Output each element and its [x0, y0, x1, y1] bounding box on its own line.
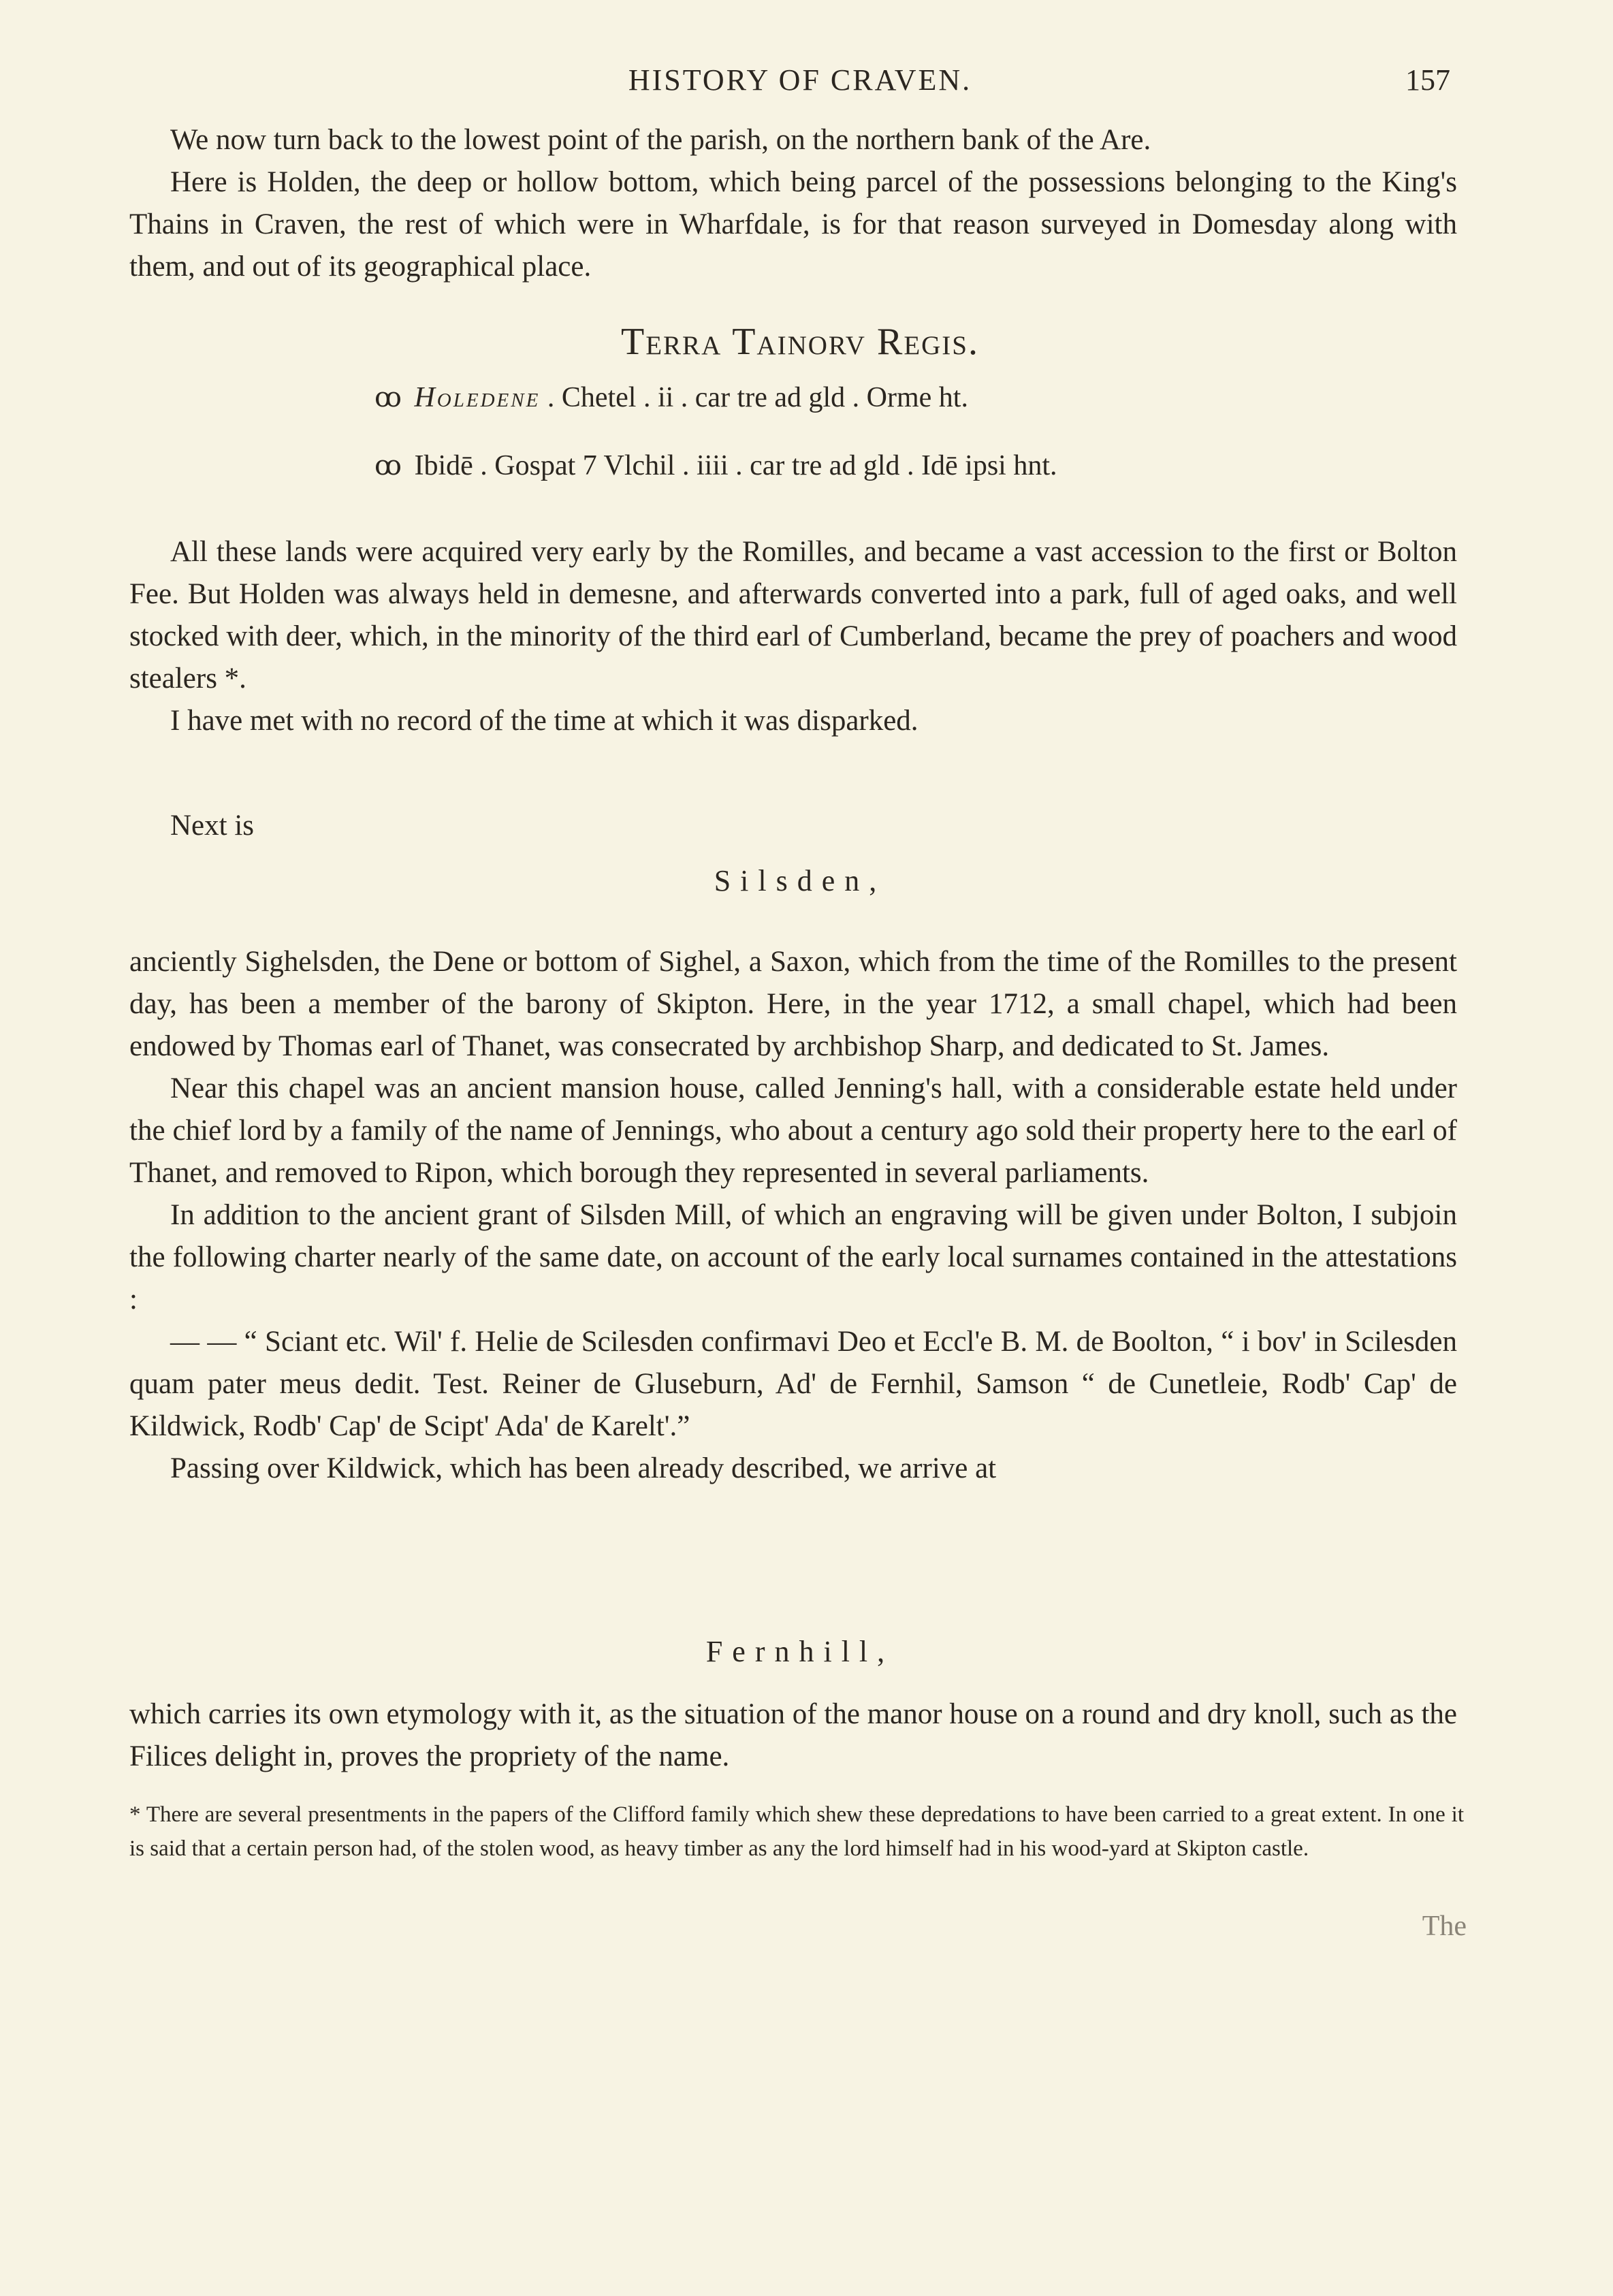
fernhill-text	[129, 1693, 1457, 1778]
paragraph-3: All these lands were acquired very early by the Romilles, and became a vast accession to the first or Bolton Fee. But Holden was always held in demesne, and afterwards converted into a park, full of aged oaks, and well stocked with deer, which, in the minority of the third earl of Cumberland, became the prey of poachers and wood stealers *.	[129, 536, 1457, 695]
fernhill-heading: Fernhill,	[705, 1635, 895, 1668]
domesday-entry-2	[374, 449, 1057, 482]
domesday-text-2: Ibidē . Gospat 7 Vlchil . iiii . car tre ad gld . Idē ipsi hnt.	[414, 450, 1057, 481]
silsden-heading: Silsden,	[714, 864, 887, 897]
paragraph-9: which carries its own etymology with it, as the situation of the manor house on a round and dry knoll, such as the Filices delight in, proves the propriety of the name.	[129, 1698, 1457, 1772]
holden-text	[129, 531, 1457, 742]
footnote: * There are several presentments in the papers of the Clifford family which shew these depredations to have been carried to a great extent. In one it is said that a certain person had, of the stolen wood, as heavy timber as any the lord himself had in his wood-yard at Skipton castle.	[129, 1802, 1464, 1861]
silsden-text	[129, 941, 1457, 1490]
terra-heading: Terra Tainorv Regis.	[621, 321, 979, 363]
paragraph-6: Near this chapel was an ancient mansion house, called Jenning's hall, with a considerable estate held under the chief lord by a family of the name of Jennings, who about a century ago sold their property here to the earl of Thanet, and removed to Ripon, which borough they represented in several parliaments.	[129, 1072, 1457, 1189]
charter-quote: — — “ Sciant etc. Wil' f. Helie de Scilesden confirmavi Deo et Eccl'e B. M. de Boolton, “ i bov' in Scilesden quam pater meus dedit. Test. Reiner de Gluseburn, Ad' de Fernhil, Samson “ de Cunetleie, Rodb' Cap' de Kildwick, Rodb' Cap' de Scipt' Ada' de Karelt'.”	[129, 1326, 1457, 1442]
paragraph-7: In addition to the ancient grant of Silsden Mill, of which an engraving will be given under Bolton, I subjoin the following charter nearly of the same date, on account of the early local surnames contained in the attestations :	[129, 1199, 1457, 1316]
paragraph-1: We now turn back to the lowest point of the parish, on the northern bank of the Are.	[170, 124, 1151, 156]
domesday-place: Holedene	[414, 382, 541, 413]
page-number: 157	[1405, 63, 1450, 97]
paragraph-5: anciently Sighelsden, the Dene or bottom of Sighel, a Saxon, which from the time of the Romilles to the present day, has been a member of the barony of Skipton. Here, in the year 1712, a small chapel, which had been endowed by Thomas earl of Thanet, was consecrated by archbishop Sharp, and dedicated to St. James.	[129, 946, 1457, 1062]
domesday-text-1: . Chetel . ii . car tre ad gld . Orme ht.	[547, 382, 968, 413]
catchword: The	[1422, 1911, 1467, 1942]
paragraph-2: Here is Holden, the deep or hollow bottom, which being parcel of the possessions belonging to the King's Thains in Craven, the rest of which were in Wharfdale, is for that reason surveyed in Domesday along with them, and out of its geographical place.	[129, 166, 1457, 283]
domesday-mark-2: ꝏ	[374, 450, 402, 481]
running-head	[129, 63, 1471, 103]
running-title: HISTORY OF CRAVEN.	[628, 63, 972, 97]
next-is-text: Next is	[170, 810, 255, 842]
domesday-entry-1	[374, 381, 968, 414]
paragraph-8: Passing over Kildwick, which has been already described, we arrive at	[170, 1452, 997, 1484]
paragraph-4: I have met with no record of the time at which it was disparked.	[170, 705, 919, 737]
domesday-mark-1: ꝏ	[374, 382, 402, 413]
intro-text	[129, 119, 1457, 288]
